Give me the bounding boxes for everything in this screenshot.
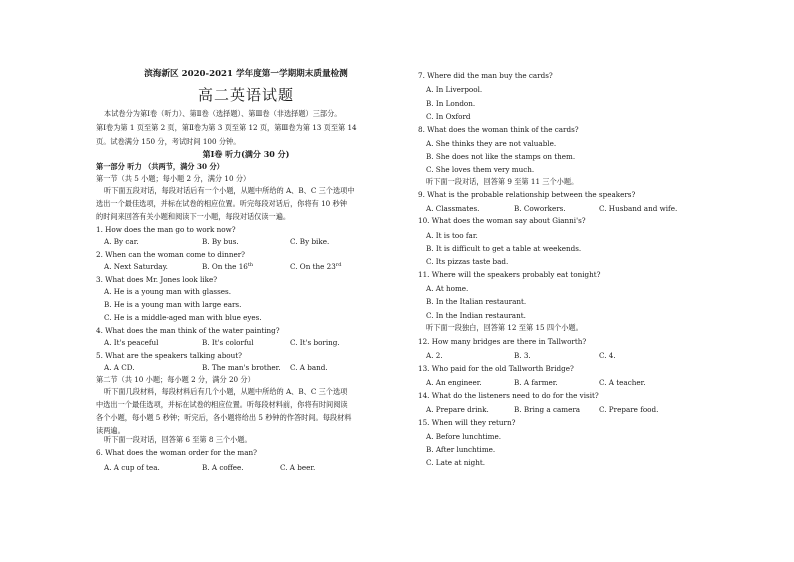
option-a: A. An engineer.: [426, 378, 482, 387]
question-stem: 2. When can the woman come to dinner?: [96, 250, 246, 259]
material-intro: 听下面一段独白，回答第 12 至第 15 四个小题。: [426, 323, 583, 332]
option-b: B. By bus.: [202, 237, 239, 246]
question-stem: 11. Where will the speakers probably eat tonight?: [418, 270, 601, 279]
material-intro: 听下面一段对话，回答第 9 至第 11 三个小题。: [426, 177, 579, 186]
page-title: 高二英语试题: [197, 86, 294, 104]
question-stem: 14. What do the listeners need to do for the visit?: [418, 391, 599, 400]
question-stem: 12. How many bridges are there in Tallworth?: [418, 337, 587, 346]
volume-title: 第Ⅰ卷 听力(满分 30 分): [202, 149, 290, 159]
option-b: B. It is difficult to get a table at weekends.: [426, 244, 582, 253]
section-title: 第二节（共 10 小题；每小题 2 分，满分 20 分）: [96, 375, 255, 384]
question-stem: 6. What does the woman order for the man?: [96, 448, 258, 457]
option-c: C. He is a middle-aged man with blue eyes.: [104, 313, 262, 322]
instruction-line: 听下面几段材料，每段材料后有几个小题，从题中所给的 A、B、C 三个选项: [104, 387, 348, 396]
question-stem: 8. What does the woman think of the cards?: [418, 125, 579, 134]
material-intro: 听下面一段对话，回答第 6 至第 8 三个小题。: [104, 435, 252, 444]
option-c: C. In Oxford: [426, 112, 471, 121]
option-b: B. It's colorful: [202, 338, 254, 347]
option-b: B. She does not like the stamps on them.: [426, 152, 576, 161]
question-stem: 1. How does the man go to work now?: [96, 225, 236, 234]
option-a: A. In Liverpool.: [426, 85, 483, 94]
option-a: A. Prepare drink.: [426, 405, 489, 414]
option-c: C. Late at night.: [426, 458, 486, 467]
instruction-line: 读两遍。: [96, 426, 125, 435]
intro-line: 页。试卷满分 150 分，考试时间 100 分钟。: [96, 137, 241, 146]
option-a: A. Next Saturday.: [104, 262, 168, 271]
exam-name: 滨海新区 2020-2021 学年度第一学期期末质量检测: [144, 69, 348, 79]
option-b: B. Bring a camera: [514, 405, 581, 414]
intro-line: 第Ⅰ卷为第 1 页至第 2 页，第Ⅱ卷为第 3 页至第 12 页，第Ⅲ卷为第 13 页至第 14: [96, 123, 357, 132]
intro-line: 本试卷分为第Ⅰ卷（听力）、第Ⅱ卷（选择题）、第Ⅲ卷（非选择题）三部分。: [104, 109, 342, 118]
instruction-line: 的时间来回答有关小题和阅读下一小题，每段对话仅读一遍。: [96, 212, 291, 221]
option-a: A. 2.: [426, 351, 443, 360]
option-c: C. Prepare food.: [599, 405, 659, 414]
option-a: A. It is too far.: [426, 231, 478, 240]
question-stem: 7. Where did the man buy the cards?: [418, 71, 553, 80]
instruction-line: 听下面五段对话，每段对话后有一个小题，从题中所给的 A、B、C 三个选项中: [104, 186, 355, 195]
option-c: C. By bike.: [290, 237, 330, 246]
option-a: A. Before lunchtime.: [426, 432, 502, 441]
instruction-line: 中选出一个最佳选项，并标在试卷的相应位置。听每段材料前，你将有时间阅读: [96, 400, 348, 409]
option-b: B. In London.: [426, 99, 476, 108]
question-stem: 5. What are the speakers talking about?: [96, 351, 243, 360]
option-c: C. She loves them very much.: [426, 165, 535, 174]
option-a: A. A cup of tea.: [104, 463, 160, 472]
option-b: B. A coffee.: [202, 463, 244, 472]
option-c: C. On the 23rd: [290, 262, 342, 271]
option-a: A. At home.: [426, 284, 469, 293]
question-stem: 10. What does the woman say about Gianni's?: [418, 216, 586, 225]
option-b: B. A farmer.: [514, 378, 558, 387]
instruction-line: 选出一个最佳选项，并标在试卷的相应位置。听完每段对话后，你将有 10 秒钟: [96, 199, 347, 208]
option-b: B. He is a young man with large ears.: [104, 300, 242, 309]
question-stem: 3. What does Mr. Jones look like?: [96, 275, 218, 284]
option-c: C. In the Indian restaurant.: [426, 311, 526, 320]
question-stem: 4. What does the man think of the water painting?: [96, 326, 280, 335]
option-c: C. Husband and wife.: [599, 204, 678, 213]
option-c: C. It's boring.: [290, 338, 340, 347]
option-c: C. 4.: [599, 351, 616, 360]
part-title: 第一部分 听力 （共两节，满分 30 分）: [96, 162, 224, 171]
option-b: B. In the Italian restaurant.: [426, 297, 527, 306]
option-c: C. A teacher.: [599, 378, 646, 387]
option-b: B. 3.: [514, 351, 531, 360]
option-b: B. After lunchtime.: [426, 445, 496, 454]
option-b: B. Coworkers.: [514, 204, 566, 213]
option-a: A. A CD.: [104, 363, 135, 372]
instruction-line: 各个小题，每小题 5 秒钟；听完后，各小题将给出 5 秒钟的作答时间。每段材料: [96, 413, 352, 422]
option-c: C. A beer.: [280, 463, 316, 472]
option-a: A. It's peaceful: [104, 338, 159, 347]
option-a: A. By car.: [104, 237, 139, 246]
option-b: B. The man's brother.: [202, 363, 281, 372]
question-stem: 15. When will they return?: [418, 418, 516, 427]
section-title: 第一节（共 5 小题；每小题 2 分，满分 10 分）: [96, 174, 251, 183]
option-a: A. She thinks they are not valuable.: [426, 139, 557, 148]
option-b: B. On the 16th: [202, 262, 254, 271]
question-stem: 9. What is the probable relationship between the speakers?: [418, 190, 636, 199]
option-a: A. Classmates.: [426, 204, 480, 213]
option-a: A. He is a young man with glasses.: [104, 287, 231, 296]
question-stem: 13. Who paid for the old Tallworth Bridge?: [418, 364, 574, 373]
option-c: C. Its pizzas taste bad.: [426, 257, 509, 266]
option-c: C. A band.: [290, 363, 328, 372]
